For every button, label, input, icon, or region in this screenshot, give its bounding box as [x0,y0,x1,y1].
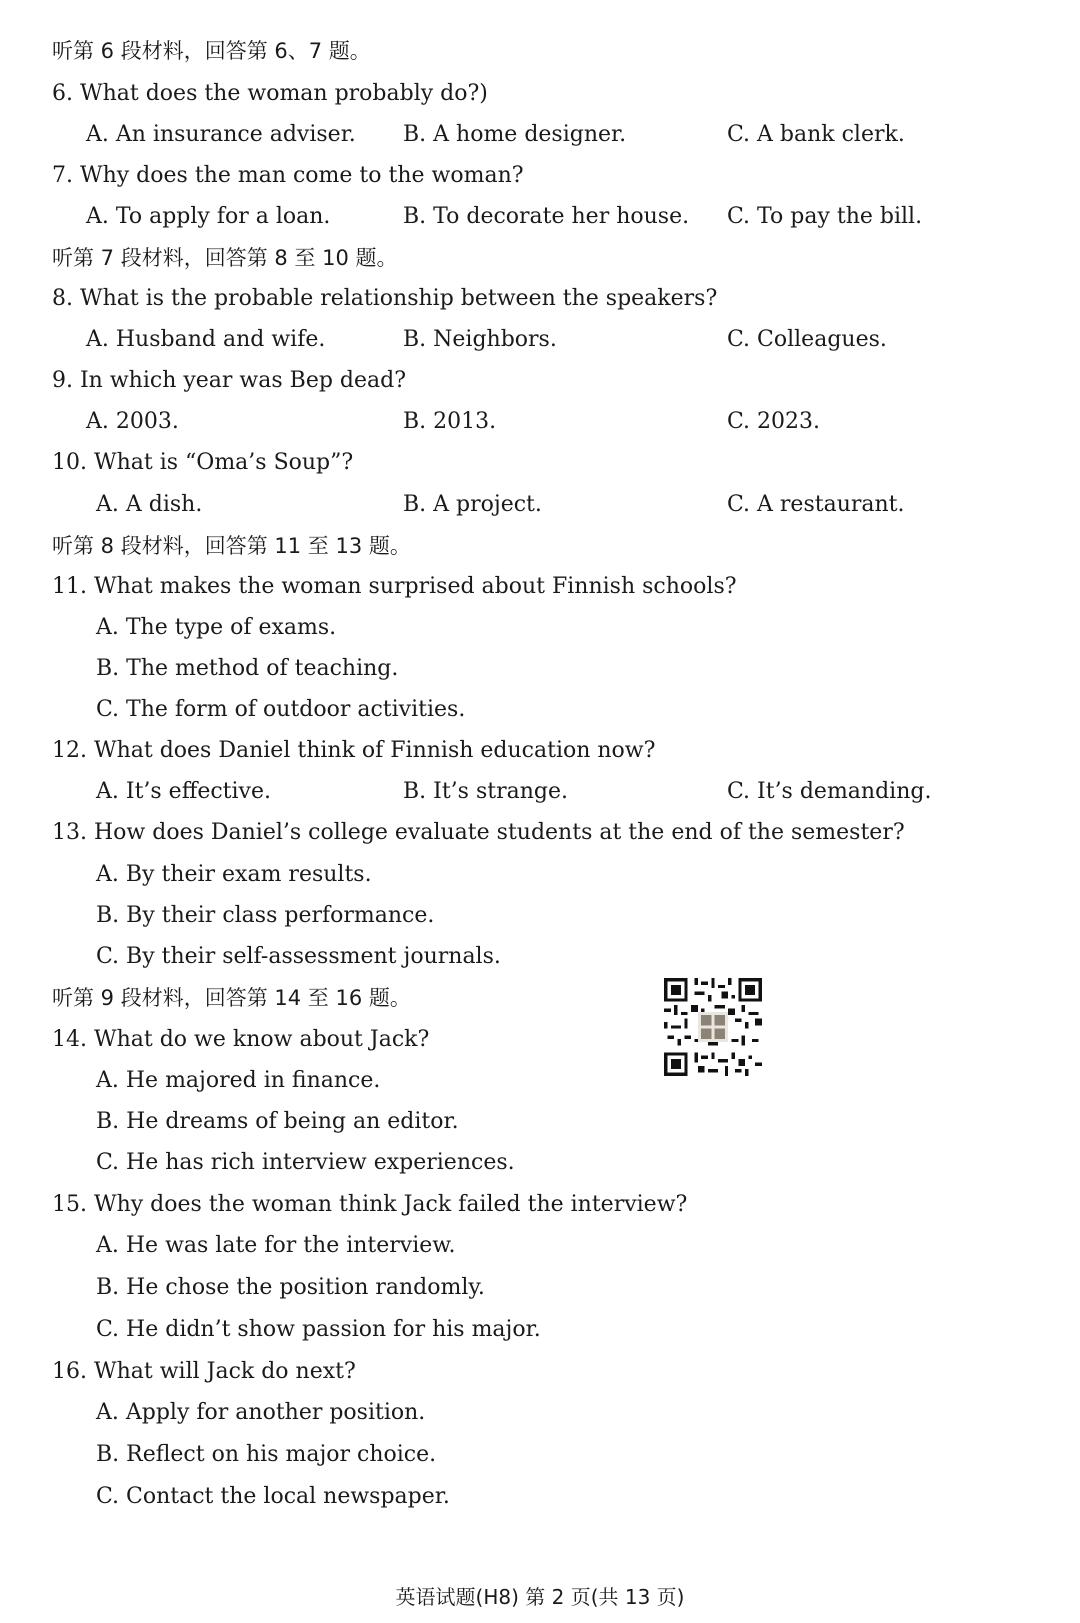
option-c: C. By their self-assessment journals. [96,944,501,969]
options-row-8 [0,325,1080,355]
question-11: 11. What makes the woman surprised about Finnish schools? [52,574,737,599]
option-row-13-c [0,942,1080,972]
qr-code-icon [664,978,762,1076]
option-c: C. The form of outdoor activities. [96,697,466,722]
option-b: B. He chose the position randomly. [96,1275,485,1300]
question-12: 12. What does Daniel think of Finnish education now? [52,738,656,763]
option-b: B. The method of teaching. [96,656,399,681]
option-a: A. By their exam results. [96,862,372,887]
option-c: C. To pay the bill. [727,204,923,229]
option-row-14-c [0,1148,1080,1178]
option-row-13-a [0,860,1080,890]
section-heading-8: 听第 8 段材料，回答第 11 至 13 题。 [52,534,411,558]
option-row-14-b [0,1107,1080,1137]
option-row-15-c [0,1315,1080,1345]
option-row-14-a [0,1066,1080,1096]
option-a: A. He majored in finance. [96,1068,381,1093]
question-8: 8. What is the probable relationship between the speakers? [52,286,718,311]
option-a: A. The type of exams. [96,615,337,640]
option-b: B. By their class performance. [96,903,435,928]
option-row-11-b [0,654,1080,684]
question-10: 10. What is “Oma’s Soup”? [52,450,354,475]
option-b: B. A home designer. [403,122,627,147]
option-row-16-b [0,1440,1080,1470]
question-6: 6. What does the woman probably do?) [52,81,488,106]
option-a: A. To apply for a loan. [86,204,331,229]
option-b: B. Reflect on his major choice. [96,1442,437,1467]
section-heading-9: 听第 9 段材料，回答第 14 至 16 题。 [52,986,411,1010]
options-row-10 [0,490,1080,520]
options-row-7 [0,202,1080,232]
option-b: B. 2013. [403,409,497,434]
question-13: 13. How does Daniel’s college evaluate students at the end of the semester? [52,820,905,845]
option-a: A. He was late for the interview. [96,1233,456,1258]
option-c: C. It’s demanding. [727,779,932,804]
option-row-15-a [0,1231,1080,1261]
option-b: B. It’s strange. [403,779,568,804]
option-row-15-b [0,1273,1080,1303]
page-footer: 英语试题(H8) 第 2 页(共 13 页) [395,1585,685,1609]
section-heading-7: 听第 7 段材料，回答第 8 至 10 题。 [52,246,398,270]
option-a: A. An insurance adviser. [86,122,356,147]
question-9: 9. In which year was Bep dead? [52,368,407,393]
option-a: A. It’s effective. [96,779,271,804]
question-15: 15. Why does the woman think Jack failed the interview? [52,1192,688,1217]
option-row-16-a [0,1398,1080,1428]
question-16: 16. What will Jack do next? [52,1359,356,1384]
option-b: B. He dreams of being an editor. [96,1109,459,1134]
option-a: A. Husband and wife. [86,327,326,352]
option-b: B. Neighbors. [403,327,557,352]
option-c: C. He has rich interview experiences. [96,1150,515,1175]
option-c: C. A restaurant. [727,492,905,517]
options-row-9 [0,407,1080,437]
option-row-13-b [0,901,1080,931]
option-b: B. To decorate her house. [403,204,690,229]
option-c: C. 2023. [727,409,821,434]
option-a: A. A dish. [96,492,203,517]
option-b: B. A project. [403,492,542,517]
option-c: C. Contact the local newspaper. [96,1484,450,1509]
options-row-12 [0,777,1080,807]
option-row-11-c [0,695,1080,725]
question-7: 7. Why does the man come to the woman? [52,163,524,188]
options-row-6 [0,120,1080,150]
option-c: C. A bank clerk. [727,122,905,147]
option-a: A. 2003. [86,409,179,434]
option-row-16-c [0,1482,1080,1512]
section-heading-6: 听第 6 段材料，回答第 6、7 题。 [52,39,371,63]
option-c: C. Colleagues. [727,327,887,352]
question-14: 14. What do we know about Jack? [52,1027,430,1052]
option-a: A. Apply for another position. [96,1400,426,1425]
option-c: C. He didn’t show passion for his major. [96,1317,541,1342]
option-row-11-a [0,613,1080,643]
